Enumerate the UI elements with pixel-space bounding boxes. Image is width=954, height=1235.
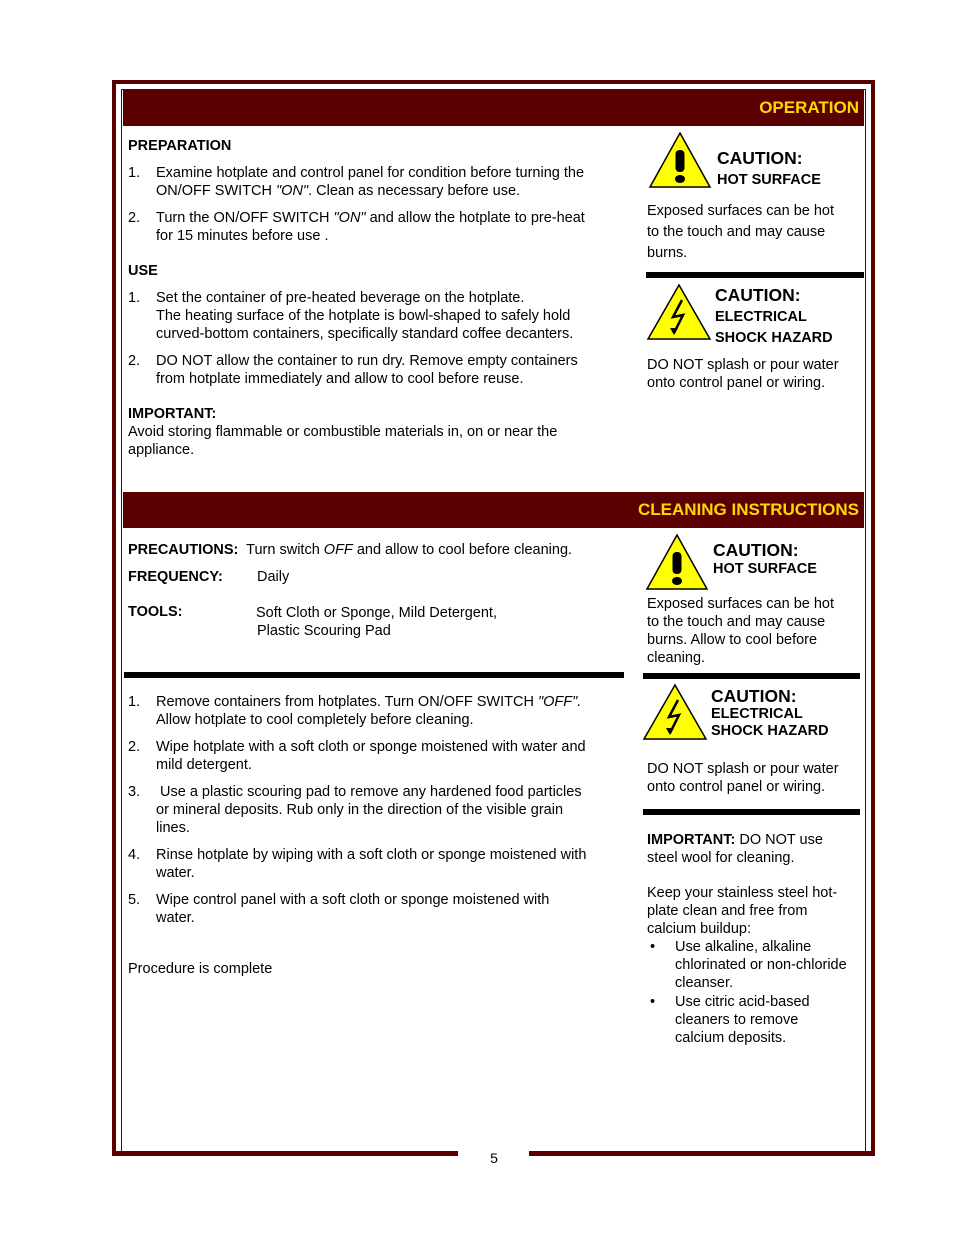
- item-number: 2.: [128, 210, 141, 226]
- item-emphasis: "ON": [333, 210, 366, 226]
- cleaning-steps-list: [128, 693, 628, 936]
- item-text: Rinse hotplate by wiping with a soft cloth or sponge moistened with: [156, 847, 587, 863]
- caution-text: [647, 201, 862, 264]
- item-text: Use a plastic scouring pad to remove any hardened food particles: [156, 784, 582, 800]
- precautions-text: and allow to cool before cleaning.: [352, 542, 573, 558]
- precautions-emphasis: OFF: [323, 542, 353, 558]
- precautions-label: PRECAUTIONS:: [128, 542, 239, 558]
- important-heading: IMPORTANT:: [128, 406, 217, 422]
- caution-title: CAUTION:: [713, 540, 799, 560]
- page-number: 5: [490, 1150, 498, 1166]
- divider: [643, 673, 860, 679]
- item-emphasis: "ON": [276, 183, 309, 199]
- caution-text: [647, 595, 862, 667]
- important-text: steel wool for cleaning.: [647, 850, 795, 866]
- cleaning-important: [647, 831, 862, 867]
- item-number: 1.: [128, 694, 141, 710]
- item-number: 1.: [128, 165, 141, 181]
- tools-label: TOOLS:: [128, 604, 183, 620]
- caution-subtitle: [715, 307, 833, 349]
- tools-line: Plastic Scouring Pad: [257, 623, 391, 639]
- item-text: Wipe hotplate with a soft cloth or sponge moistened with water and: [156, 739, 586, 755]
- operation-important: [128, 405, 628, 459]
- caution-subtitle-line: ELECTRICAL: [715, 309, 807, 325]
- caution-line: DO NOT splash or pour water: [647, 357, 839, 373]
- frequency-value: Daily: [257, 569, 290, 585]
- item-number: 2.: [128, 353, 141, 369]
- item-number: 3.: [128, 784, 141, 800]
- item-text: Allow hotplate to cool completely before cleaning.: [156, 712, 474, 728]
- caution-text: [647, 356, 862, 392]
- use-list: [128, 289, 628, 397]
- caution-line: cleaning.: [647, 650, 706, 666]
- caution-line: onto control panel or wiring.: [647, 779, 826, 795]
- procedure-complete: Procedure is complete: [128, 961, 273, 977]
- important-label: IMPORTANT:: [647, 832, 736, 848]
- caution-line: Exposed surfaces can be hot: [647, 596, 835, 612]
- caution-line: DO NOT splash or pour water: [647, 761, 839, 777]
- item-text: Set the container of pre-heated beverage on the hotplate.: [156, 290, 525, 306]
- divider: [646, 272, 864, 278]
- item-text: Turn the ON/OFF SWITCH: [156, 210, 334, 226]
- list-item: [128, 693, 628, 729]
- item-text: water.: [156, 865, 195, 881]
- caution-line: burns. Allow to cool before: [647, 632, 818, 648]
- bullet-line: chlorinated or non-chloride: [675, 957, 847, 973]
- caution-subtitle-line: ELECTRICAL: [711, 706, 803, 722]
- item-text: . Clean as necessary before use.: [308, 183, 521, 199]
- preparation-list: [128, 164, 628, 254]
- divider: [643, 809, 860, 815]
- care-line: plate clean and free from: [647, 903, 808, 919]
- item-text: Wipe control panel with a soft cloth or sponge moistened with: [156, 892, 550, 908]
- item-text: mild detergent.: [156, 757, 252, 773]
- caution-subtitle: [711, 706, 829, 740]
- warning-exclamation-icon: [648, 131, 712, 189]
- bullet-line: Use alkaline, alkaline: [675, 939, 812, 955]
- operation-title: OPERATION: [759, 98, 859, 117]
- caution-subtitle-line: SHOCK HAZARD: [715, 330, 833, 346]
- item-number: 5.: [128, 892, 141, 908]
- list-item: [128, 783, 628, 837]
- caution-line: Exposed surfaces can be hot: [647, 203, 835, 219]
- care-bullets: [647, 938, 862, 1047]
- item-text: water.: [156, 910, 195, 926]
- caution-line: burns.: [647, 245, 688, 261]
- caution-text: [647, 760, 862, 796]
- item-number: 4.: [128, 847, 141, 863]
- list-item: [128, 738, 628, 774]
- electrical-shock-icon: [642, 683, 708, 741]
- item-number: 1.: [128, 290, 141, 306]
- divider: [124, 672, 624, 678]
- use-heading: USE: [128, 263, 158, 279]
- item-text: and allow the hotplate to pre-heat: [365, 210, 585, 226]
- bullet-icon: •: [650, 939, 656, 955]
- caution-title: CAUTION:: [717, 148, 803, 168]
- item-text: ON/OFF SWITCH: [156, 183, 277, 199]
- tools-line: Soft Cloth or Sponge, Mild Detergent,: [256, 605, 497, 621]
- footer-rule-left: [112, 1151, 458, 1156]
- list-item: [128, 846, 628, 882]
- footer-rule-right: [529, 1151, 875, 1156]
- operation-header-bar: [123, 90, 864, 126]
- cleaning-header-bar: [123, 492, 864, 528]
- item-text: DO NOT allow the container to run dry. Remove empty containers: [156, 353, 578, 369]
- important-text: Avoid storing flammable or combustible materials in, on or near the: [128, 424, 558, 440]
- list-item: [128, 289, 628, 343]
- list-item: [128, 164, 628, 200]
- tools-value: [256, 604, 497, 640]
- list-item: [647, 938, 862, 992]
- care-line: calcium buildup:: [647, 921, 751, 937]
- caution-subtitle: HOT SURFACE: [713, 561, 817, 577]
- item-text: Remove containers from hotplates. Turn ON/OFF SWITCH: [156, 694, 538, 710]
- preparation-heading: PREPARATION: [128, 138, 232, 154]
- item-text: lines.: [156, 820, 190, 836]
- bullet-line: cleaners to remove: [675, 1012, 799, 1028]
- important-text: DO NOT use: [735, 832, 823, 848]
- item-text: or mineral deposits. Rub only in the direction of the visible grain: [156, 802, 564, 818]
- item-number: 2.: [128, 739, 141, 755]
- warning-exclamation-icon: [645, 533, 709, 591]
- caution-subtitle: HOT SURFACE: [717, 172, 821, 188]
- item-text: The heating surface of the hotplate is bowl-shaped to safely hold: [156, 308, 571, 324]
- precautions-line: [128, 542, 572, 558]
- list-item: [128, 891, 628, 927]
- list-item: [128, 352, 628, 388]
- precautions-text: Turn switch: [238, 542, 324, 558]
- caution-title: CAUTION:: [711, 686, 797, 706]
- item-text: Examine hotplate and control panel for condition before turning the: [156, 165, 585, 181]
- cleaning-title: CLEANING INSTRUCTIONS: [638, 500, 859, 519]
- list-item: [647, 993, 862, 1047]
- item-text: for 15 minutes before use .: [156, 228, 329, 244]
- caution-subtitle-line: SHOCK HAZARD: [711, 723, 829, 739]
- stainless-care: [647, 884, 862, 1047]
- caution-line: onto control panel or wiring.: [647, 375, 826, 391]
- care-line: Keep your stainless steel hot-: [647, 885, 838, 901]
- bullet-line: Use citric acid-based: [675, 994, 810, 1010]
- item-emphasis: "OFF".: [537, 694, 582, 710]
- important-text: appliance.: [128, 442, 195, 458]
- bullet-icon: •: [650, 994, 656, 1010]
- bullet-line: calcium deposits.: [675, 1030, 787, 1046]
- item-text: from hotplate immediately and allow to cool before reuse.: [156, 371, 524, 387]
- item-text: curved-bottom containers, specifically standard coffee decanters.: [156, 326, 574, 342]
- list-item: [128, 209, 628, 245]
- caution-line: to the touch and may cause: [647, 224, 826, 240]
- electrical-shock-icon: [646, 283, 712, 341]
- caution-title: CAUTION:: [715, 285, 801, 305]
- caution-line: to the touch and may cause: [647, 614, 826, 630]
- bullet-line: cleanser.: [675, 975, 734, 991]
- frequency-label: FREQUENCY:: [128, 569, 223, 585]
